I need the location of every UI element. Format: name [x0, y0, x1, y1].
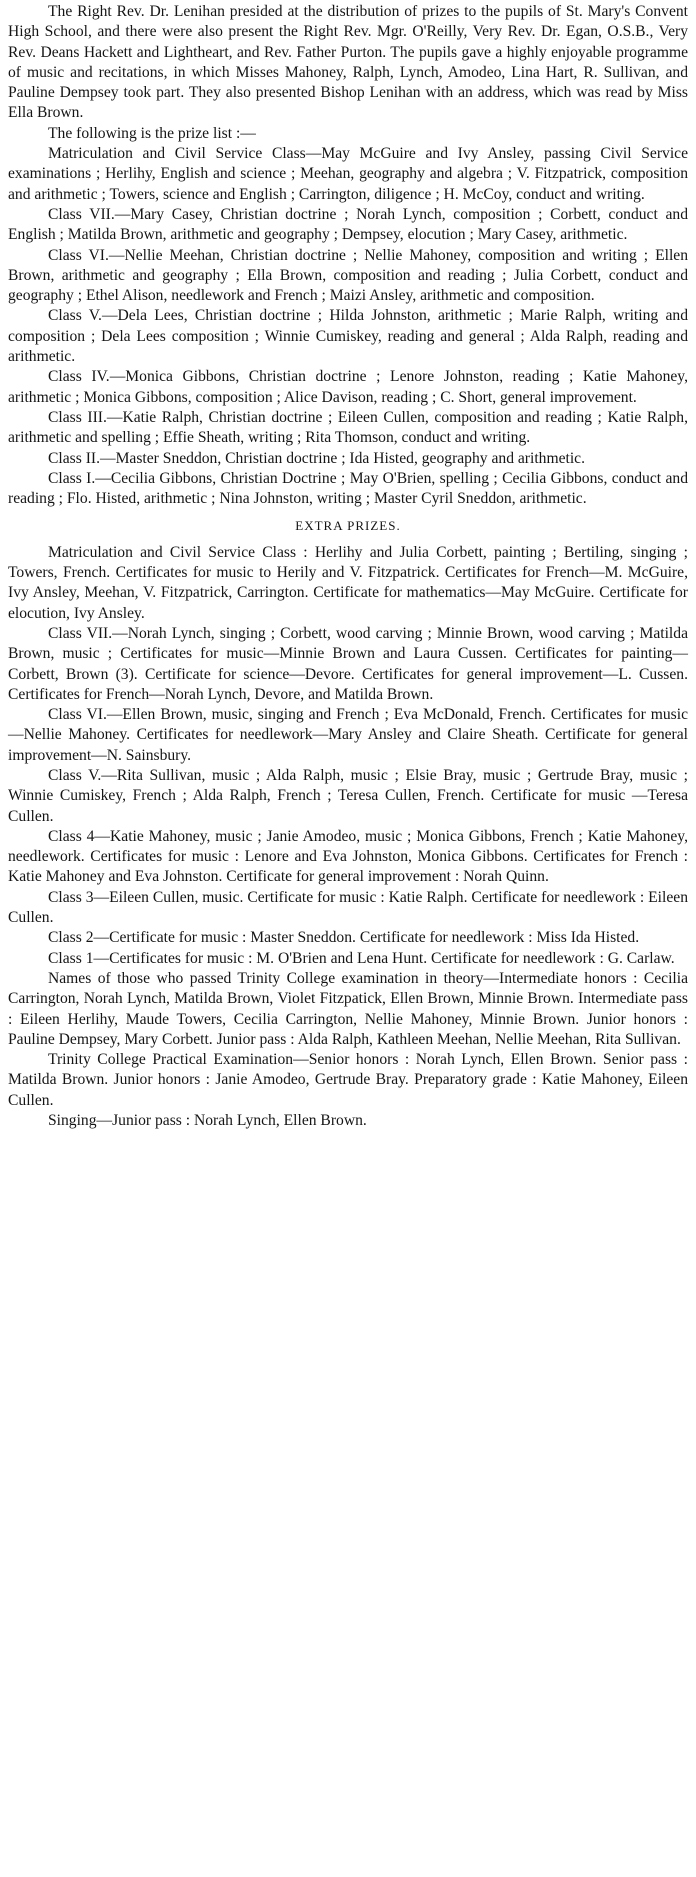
- trinity-theory-results: Names of those who passed Trinity College examination in theory—Intermediate honors : Cecilia Carrington, Norah Lynch, Matilda Brown, Violet Fitzpatick, Ellen Brown, Minnie Brown. Intermediate pass : Eileen Herlihy, Maude Towers, Cecilia Carrington, Nellie Mahoney, Minnie Brown. Junior honors : Pauline Dempsey, Mary Corbett. Junior pass : Alda Ralph, Kathleen Meehan, Nellie Meehan, Rita Sullivan.: [8, 969, 688, 1048]
- prize-class-i: Class I.—Cecilia Gibbons, Christian Doctrine ; May O'Brien, spelling ; Cecilia Gibbons, conduct and reading ; Flo. Histed, arithmetic ; Nina Johnston, writing ; Master Cyril Sneddon, arithmetic.: [8, 469, 688, 508]
- prize-matriculation-class: Matriculation and Civil Service Class—May McGuire and Ivy Ansley, passing Civil Service examinations ; Herlihy, English and science ; Meehan, geography and algebra ; V. Fitzpatrick, composition and arithmetic ; Towers, science and English ; Carrington, diligence ; H. McCoy, conduct and writing.: [8, 145, 688, 203]
- extra-prizes-heading: EXTRA PRIZES.: [295, 518, 401, 534]
- extra-matriculation-class: Matriculation and Civil Service Class : Herlihy and Julia Corbett, painting ; Bertiling, singing ; Towers, French. Certificates for music to Herily and V. Fitzpatrick. Certificates for French—M. McGuire, Ivy Ansley, Meehan, V. Fitzpatrick, Carrington. Certificate for mathematics—May McGuire. Certificate for elocution, Ivy Ansley.: [8, 543, 688, 622]
- prize-class-iv: Class IV.—Monica Gibbons, Christian doctrine ; Lenore Johnston, reading ; Katie Mahoney, arithmetic ; Monica Gibbons, composition ; Alice Davison, reading ; C. Short, general improvement.: [8, 368, 688, 406]
- prize-class-v: Class V.—Dela Lees, Christian doctrine ; Hilda Johnston, arithmetic ; Marie Ralph, writing and composition ; Dela Lees composition ; Winnie Cumiskey, reading and general ; Alda Ralph, reading and arithmetic.: [8, 307, 688, 366]
- extra-class-2: Class 2—Certificate for music : Master Sneddon. Certificate for needlework : Miss Ida Histed.: [48, 929, 640, 947]
- extra-class-vii: Class VII.—Norah Lynch, singing ; Corbett, wood carving ; Minnie Brown, wood carving ; Matilda Brown, music ; Certificates for music—Minnie Brown and Laura Cussen. Certificates for painting—Corbett, Brown (3). Certificate for science—Devore. Certificates for general improvement—L. Cussen. Certificates for French—Norah Lynch, Devore, and Matilda Brown.: [8, 624, 688, 703]
- extra-class-1: Class 1—Certificates for music : M. O'Brien and Lena Hunt. Certificate for needlework : G. Carlaw.: [48, 949, 675, 967]
- prize-list-intro: The following is the prize list :—: [48, 124, 256, 142]
- extra-class-3: Class 3—Eileen Cullen, music. Certificate for music : Katie Ralph. Certificate for needlework : Eileen Cullen.: [8, 888, 688, 927]
- trinity-practical-results: Trinity College Practical Examination—Senior honors : Norah Lynch, Ellen Brown. Senior pass : Matilda Brown. Junior honors : Janie Amodeo, Gertrude Bray. Preparatory grade : Katie Mahoney, Eileen Cullen.: [8, 1051, 688, 1109]
- extra-class-v: Class V.—Rita Sullivan, music ; Alda Ralph, music ; Elsie Bray, music ; Gertrude Bray, music ; Winnie Cumiskey, French ; Alda Ralph, French ; Teresa Cullen, French. Certificate for music —Teresa Cullen.: [8, 766, 688, 825]
- prize-class-vi: Class VI.—Nellie Meehan, Christian doctrine ; Nellie Mahoney, composition and writing ; Ellen Brown, arithmetic and geography ; Ella Brown, composition and reading ; Julia Corbett, conduct and geography ; Ethel Alison, needlework and French ; Maizi Ansley, arithmetic and composition.: [8, 246, 688, 305]
- extra-class-vi: Class VI.—Ellen Brown, music, singing and French ; Eva McDonald, French. Certificates for music—Nellie Mahoney. Certificates for needlework—Mary Ansley and Claire Sheath. Certificate for general improvement—N. Sainsbury.: [8, 706, 688, 764]
- singing-results: Singing—Junior pass : Norah Lynch, Ellen Brown.: [48, 1112, 367, 1130]
- intro-paragraph: The Right Rev. Dr. Lenihan presided at the distribution of prizes to the pupils of St. Mary's Convent High School, and there were also present the Right Rev. Mgr. O'Reilly, Very Rev. Dr. Egan, O.S.B., Very Rev. Deans Hackett and Lightheart, and Rev. Father Purton. The pupils gave a highly enjoyable programme of music and recitations, in which Misses Mahoney, Ralph, Lynch, Amodeo, Lina Hart, R. Sullivan, and Pauline Dempsey took part. They also presented Bishop Lenihan with an address, which was read by Miss Ella Brown.: [8, 3, 688, 122]
- extra-class-4: Class 4—Katie Mahoney, music ; Janie Amodeo, music ; Monica Gibbons, French ; Katie Mahoney, needlework. Certificates for music : Lenore and Eva Johnston, Monica Gibbons. Certificates for French : Katie Mahoney and Eva Johnston. Certificate for general improvement : Norah Quinn.: [8, 827, 688, 886]
- prize-class-iii: Class III.—Katie Ralph, Christian doctrine ; Eileen Cullen, composition and reading ; Katie Ralph, arithmetic and spelling ; Effie Sheath, writing ; Rita Thomson, conduct and writing.: [8, 408, 688, 447]
- prize-class-ii: Class II.—Master Sneddon, Christian doctrine ; Ida Histed, geography and arithmetic.: [48, 449, 585, 467]
- prize-class-vii: Class VII.—Mary Casey, Christian doctrine ; Norah Lynch, composition ; Corbett, conduct and English ; Matilda Brown, arithmetic and geography ; Dempsey, elocution ; Mary Casey, arithmetic.: [8, 205, 688, 244]
